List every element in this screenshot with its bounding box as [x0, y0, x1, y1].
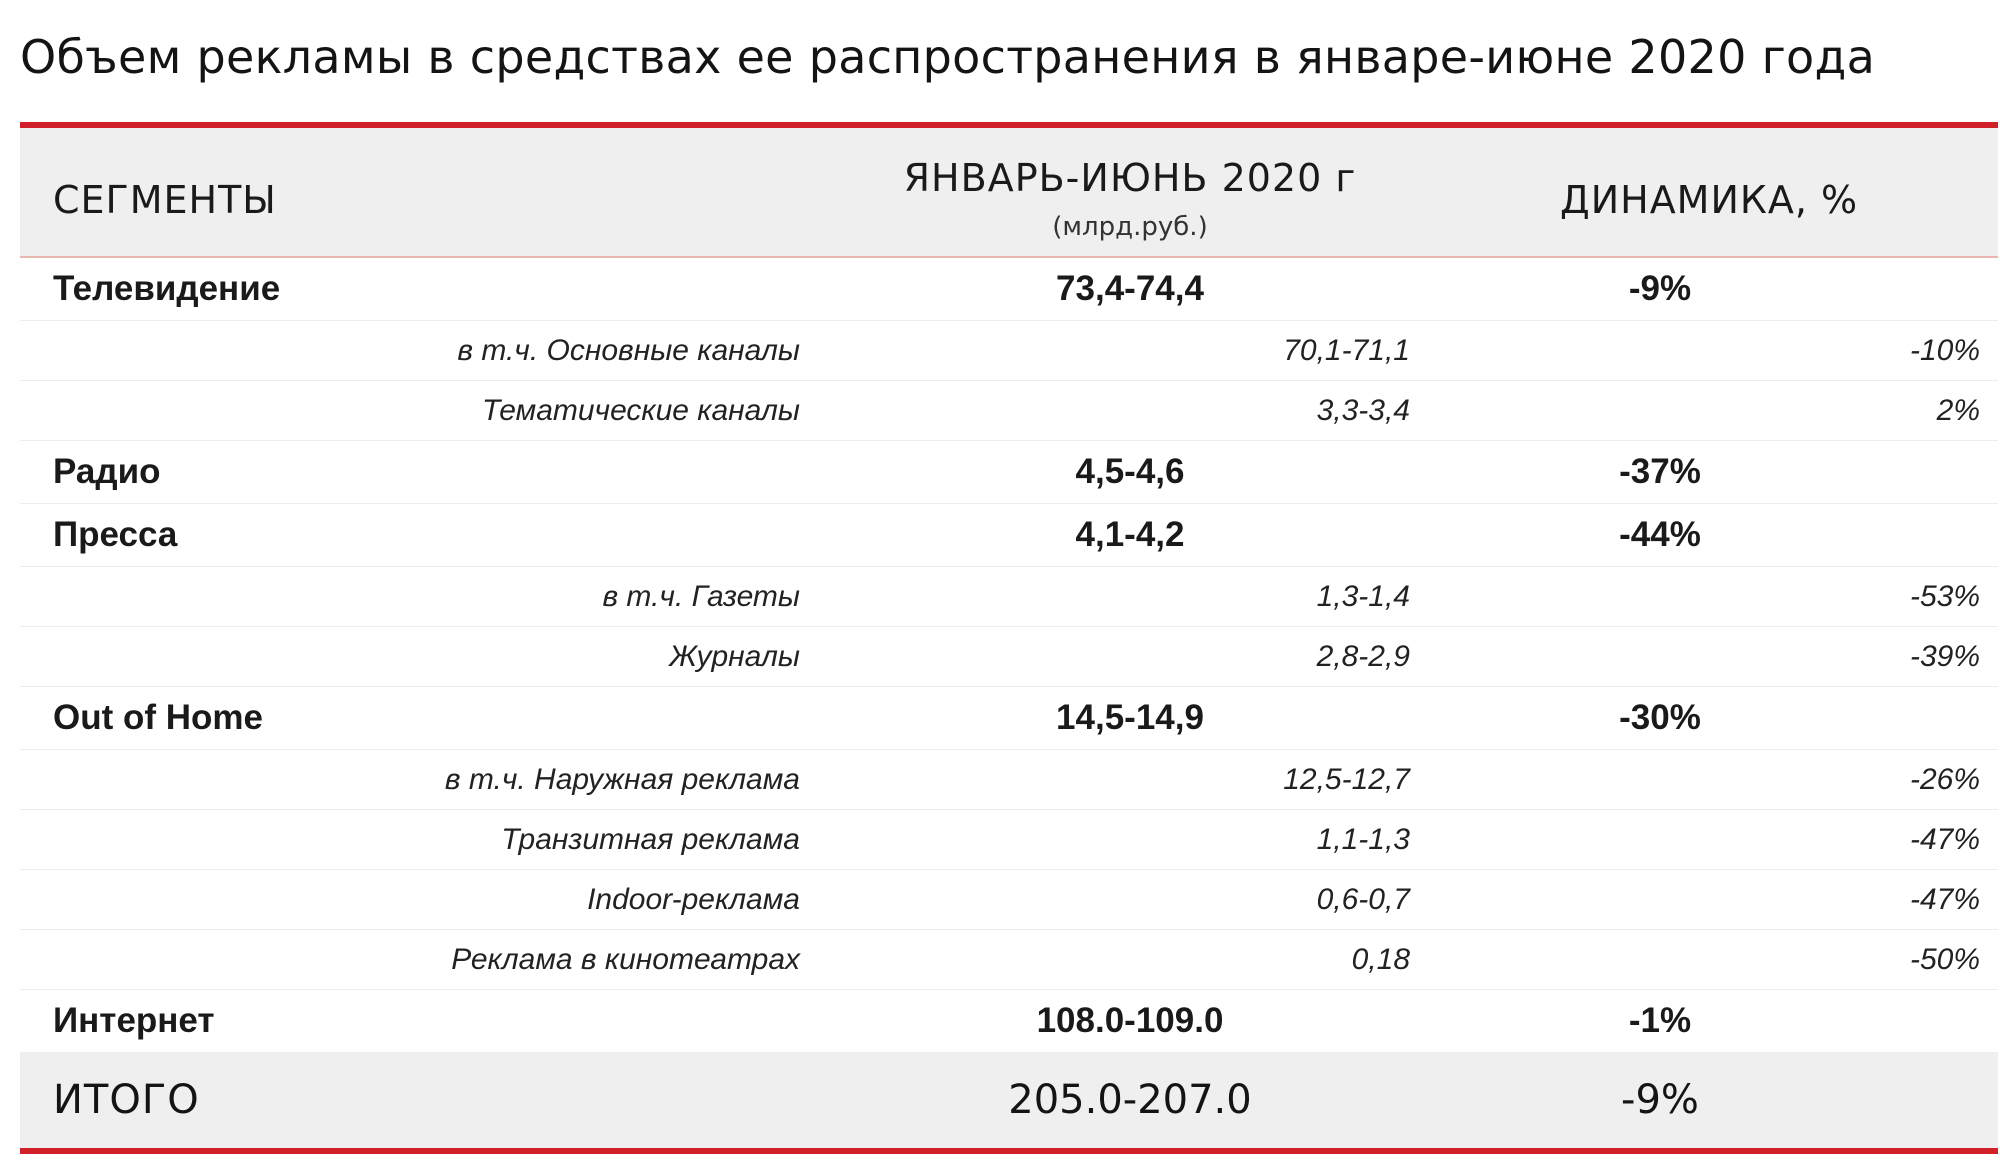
- row-segment: Indoor-реклама: [587, 882, 800, 916]
- row-dynamics: -50%: [1909, 942, 1980, 976]
- row-value: 12,5-12,7: [1283, 762, 1410, 796]
- row-dynamics: -9%: [1628, 269, 1692, 308]
- row-segment: Интернет: [53, 1001, 215, 1040]
- table-row-tv: [20, 258, 1998, 321]
- row-dynamics: -10%: [1909, 333, 1980, 367]
- row-dynamics: -53%: [1909, 579, 1980, 613]
- row-value: 1,3-1,4: [1316, 579, 1410, 613]
- row-segment: Телевидение: [53, 269, 281, 308]
- row-segment: Транзитная реклама: [501, 822, 800, 856]
- table-row-thematic-channels: [20, 381, 1998, 441]
- row-segment: Радио: [53, 452, 161, 491]
- row-dynamics: -26%: [1909, 762, 1980, 796]
- table-row-transit: [20, 810, 1998, 870]
- row-value: 73,4-74,4: [1056, 269, 1204, 308]
- row-dynamics: -47%: [1909, 822, 1980, 856]
- table-row-internet: [20, 990, 1998, 1052]
- table-total-row: [20, 1052, 1998, 1154]
- header-unit: (млрд.руб.): [1052, 212, 1208, 242]
- table-row-magazines: [20, 627, 1998, 687]
- row-segment: Журналы: [669, 639, 800, 673]
- row-value: 108.0-109.0: [1036, 1001, 1224, 1040]
- row-dynamics: 2%: [1936, 393, 1980, 427]
- table-row-press: [20, 504, 1998, 567]
- row-segment: в т.ч. Газеты: [602, 579, 800, 613]
- row-segment: Тематические каналы: [481, 393, 800, 427]
- row-dynamics: -44%: [1619, 515, 1701, 554]
- row-value: 4,1-4,2: [1075, 515, 1185, 554]
- table-row-outdoor: [20, 750, 1998, 810]
- row-segment: Пресса: [53, 515, 178, 554]
- table-row-out-of-home: [20, 687, 1998, 750]
- row-value: 3,3-3,4: [1316, 393, 1410, 427]
- row-dynamics: -1%: [1628, 1001, 1692, 1040]
- row-segment: Out of Home: [53, 698, 263, 737]
- table-row-newspapers: [20, 567, 1998, 627]
- row-segment: Реклама в кинотеатрах: [451, 942, 800, 976]
- row-segment: в т.ч. Основные каналы: [457, 333, 800, 367]
- row-value: 2,8-2,9: [1316, 639, 1410, 673]
- row-segment: в т.ч. Наружная реклама: [444, 762, 800, 796]
- total-value: 205.0-207.0: [1008, 1077, 1252, 1123]
- total-dynamics: -9%: [1621, 1077, 1699, 1123]
- row-value: 1,1-1,3: [1316, 822, 1410, 856]
- table-row-indoor: [20, 870, 1998, 930]
- row-value: 0,18: [1351, 942, 1410, 976]
- row-value: 70,1-71,1: [1283, 333, 1410, 367]
- page-title: Объем рекламы в средствах ее распространения в январе-июне 2020 года: [20, 30, 1876, 84]
- header-dynamics: ДИНАМИКА, %: [1560, 178, 1859, 222]
- total-label: ИТОГО: [53, 1077, 200, 1123]
- table-header: [20, 128, 1998, 258]
- row-dynamics: -47%: [1909, 882, 1980, 916]
- row-value: 14,5-14,9: [1056, 698, 1204, 737]
- table-row-cinema: [20, 930, 1998, 990]
- table-row-main-channels: [20, 321, 1998, 381]
- row-value: 4,5-4,6: [1075, 452, 1185, 491]
- row-dynamics: -37%: [1619, 452, 1701, 491]
- row-value: 0,6-0,7: [1316, 882, 1410, 916]
- header-period: ЯНВАРЬ-ИЮНЬ 2020 г: [903, 156, 1357, 200]
- header-segments: СЕГМЕНТЫ: [53, 178, 277, 222]
- row-dynamics: -30%: [1619, 698, 1701, 737]
- table-row-radio: [20, 441, 1998, 504]
- row-dynamics: -39%: [1909, 639, 1980, 673]
- advertising-volume-table: [20, 122, 1998, 1154]
